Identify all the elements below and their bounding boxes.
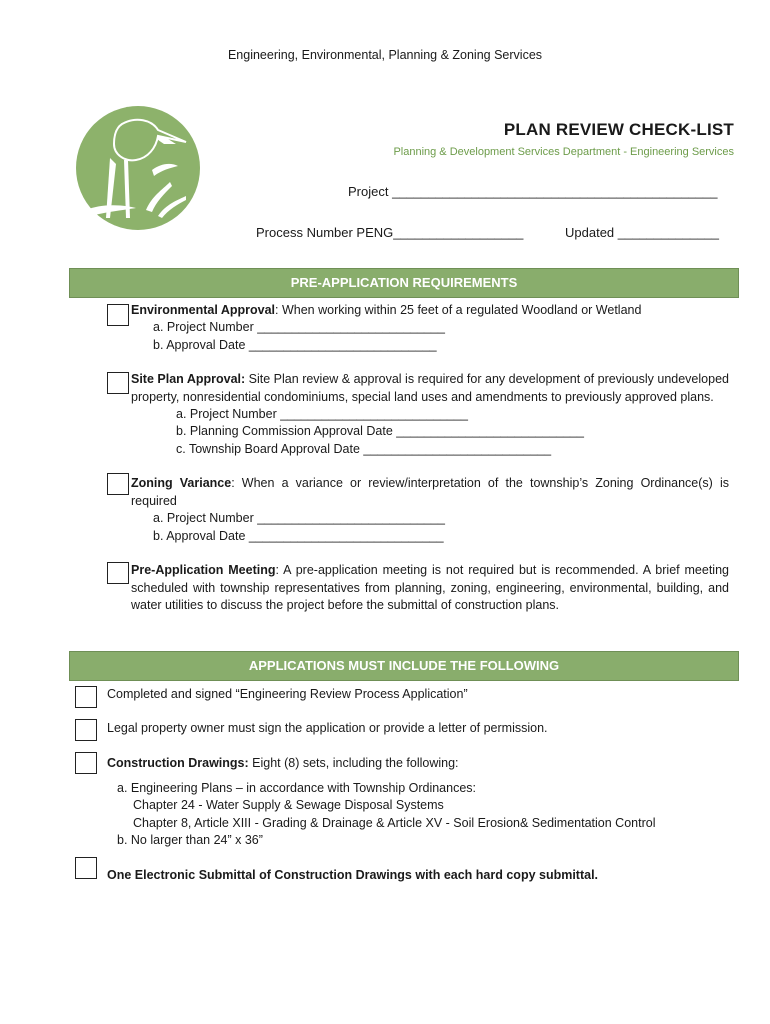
project-field[interactable]: Project _____________________________________________ xyxy=(348,184,718,199)
engineering-plans-item: a. Engineering Plans – in accordance with Township Ordinances: xyxy=(117,781,477,795)
zoning-approval-date[interactable]: b. Approval Date ____________________________ xyxy=(153,529,444,543)
chapter-8-item: Chapter 8, Article XIII - Grading & Drainage & Article XV - Soil Erosion& Sedimentation Control xyxy=(133,816,656,830)
section-header-applications: APPLICATIONS MUST INCLUDE THE FOLLOWING xyxy=(69,651,739,681)
site-plan-label: Site Plan Approval: xyxy=(131,372,246,386)
size-limit-item: b. No larger than 24” x 36” xyxy=(117,833,263,847)
heron-logo-icon xyxy=(66,100,206,232)
page-title: PLAN REVIEW CHECK-LIST xyxy=(503,120,734,139)
chapter-24-item: Chapter 24 - Water Supply & Sewage Disposal Systems xyxy=(133,798,444,812)
pre-application-text: : A pre-application meeting is not required but is recommended. A brief meeting scheduled with township representatives from planning, zoning, engineering, environmental, building, and water utilities to discuss the project before the submittal of construction plans. xyxy=(131,563,729,612)
header-top-text: Engineering, Environmental, Planning & Zoning Services xyxy=(227,48,543,62)
site-commission-date[interactable]: b. Planning Commission Approval Date ___________________________ xyxy=(176,424,584,438)
application-form-item: Completed and signed “Engineering Review Process Application” xyxy=(107,687,468,701)
owner-signature-item: Legal property owner must sign the application or provide a letter of permission. xyxy=(107,721,548,735)
section-header-pre-application: PRE-APPLICATION REQUIREMENTS xyxy=(69,268,739,298)
checkbox-pre-application-meeting[interactable] xyxy=(107,562,129,584)
checkbox-zoning-variance[interactable] xyxy=(107,473,129,495)
env-approval-label: Environmental Approval xyxy=(131,303,276,317)
checkbox-electronic-submittal[interactable] xyxy=(75,857,97,879)
env-approval-date[interactable]: b. Approval Date ___________________________ xyxy=(153,338,437,352)
process-number-field[interactable]: Process Number PENG__________________ xyxy=(256,225,524,240)
construction-drawings-label: Construction Drawings: xyxy=(107,756,249,770)
zoning-project-number[interactable]: a. Project Number ___________________________ xyxy=(153,511,445,525)
env-project-number[interactable]: a. Project Number ___________________________ xyxy=(153,320,445,334)
zoning-variance-text: : When a variance or review/interpretation of the township’s Zoning Ordinance(s) is required xyxy=(131,476,729,508)
page-subtitle: Planning & Development Services Department - Engineering Services xyxy=(393,146,734,158)
env-approval-item xyxy=(131,302,731,320)
env-approval-text: : When working within 25 feet of a regulated Woodland or Wetland xyxy=(275,303,642,317)
checkbox-environmental-approval[interactable] xyxy=(107,304,129,326)
site-project-number[interactable]: a. Project Number ___________________________ xyxy=(176,407,468,421)
updated-field[interactable]: Updated ______________ xyxy=(565,225,719,240)
construction-drawings-item xyxy=(107,755,459,773)
electronic-submittal-item: One Electronic Submittal of Construction Drawings with each hard copy submittal. xyxy=(107,868,599,882)
checkbox-application-form[interactable] xyxy=(75,686,97,708)
pre-application-item xyxy=(131,562,729,615)
checkbox-construction-drawings[interactable] xyxy=(75,752,97,774)
site-plan-text: Site Plan review & approval is required for any development of previously undeveloped property, nonresidential condominiums, special land uses and amendments to previously approved plans. xyxy=(131,372,729,404)
checkbox-owner-signature[interactable] xyxy=(75,719,97,741)
site-board-date[interactable]: c. Township Board Approval Date ___________________________ xyxy=(176,442,552,456)
checkbox-site-plan-approval[interactable] xyxy=(107,372,129,394)
site-plan-item xyxy=(131,371,729,406)
zoning-variance-item xyxy=(131,475,729,510)
pre-application-label: Pre-Application Meeting xyxy=(131,563,276,577)
construction-drawings-text: Eight (8) sets, including the following: xyxy=(248,756,459,770)
zoning-variance-label: Zoning Variance xyxy=(131,476,232,490)
